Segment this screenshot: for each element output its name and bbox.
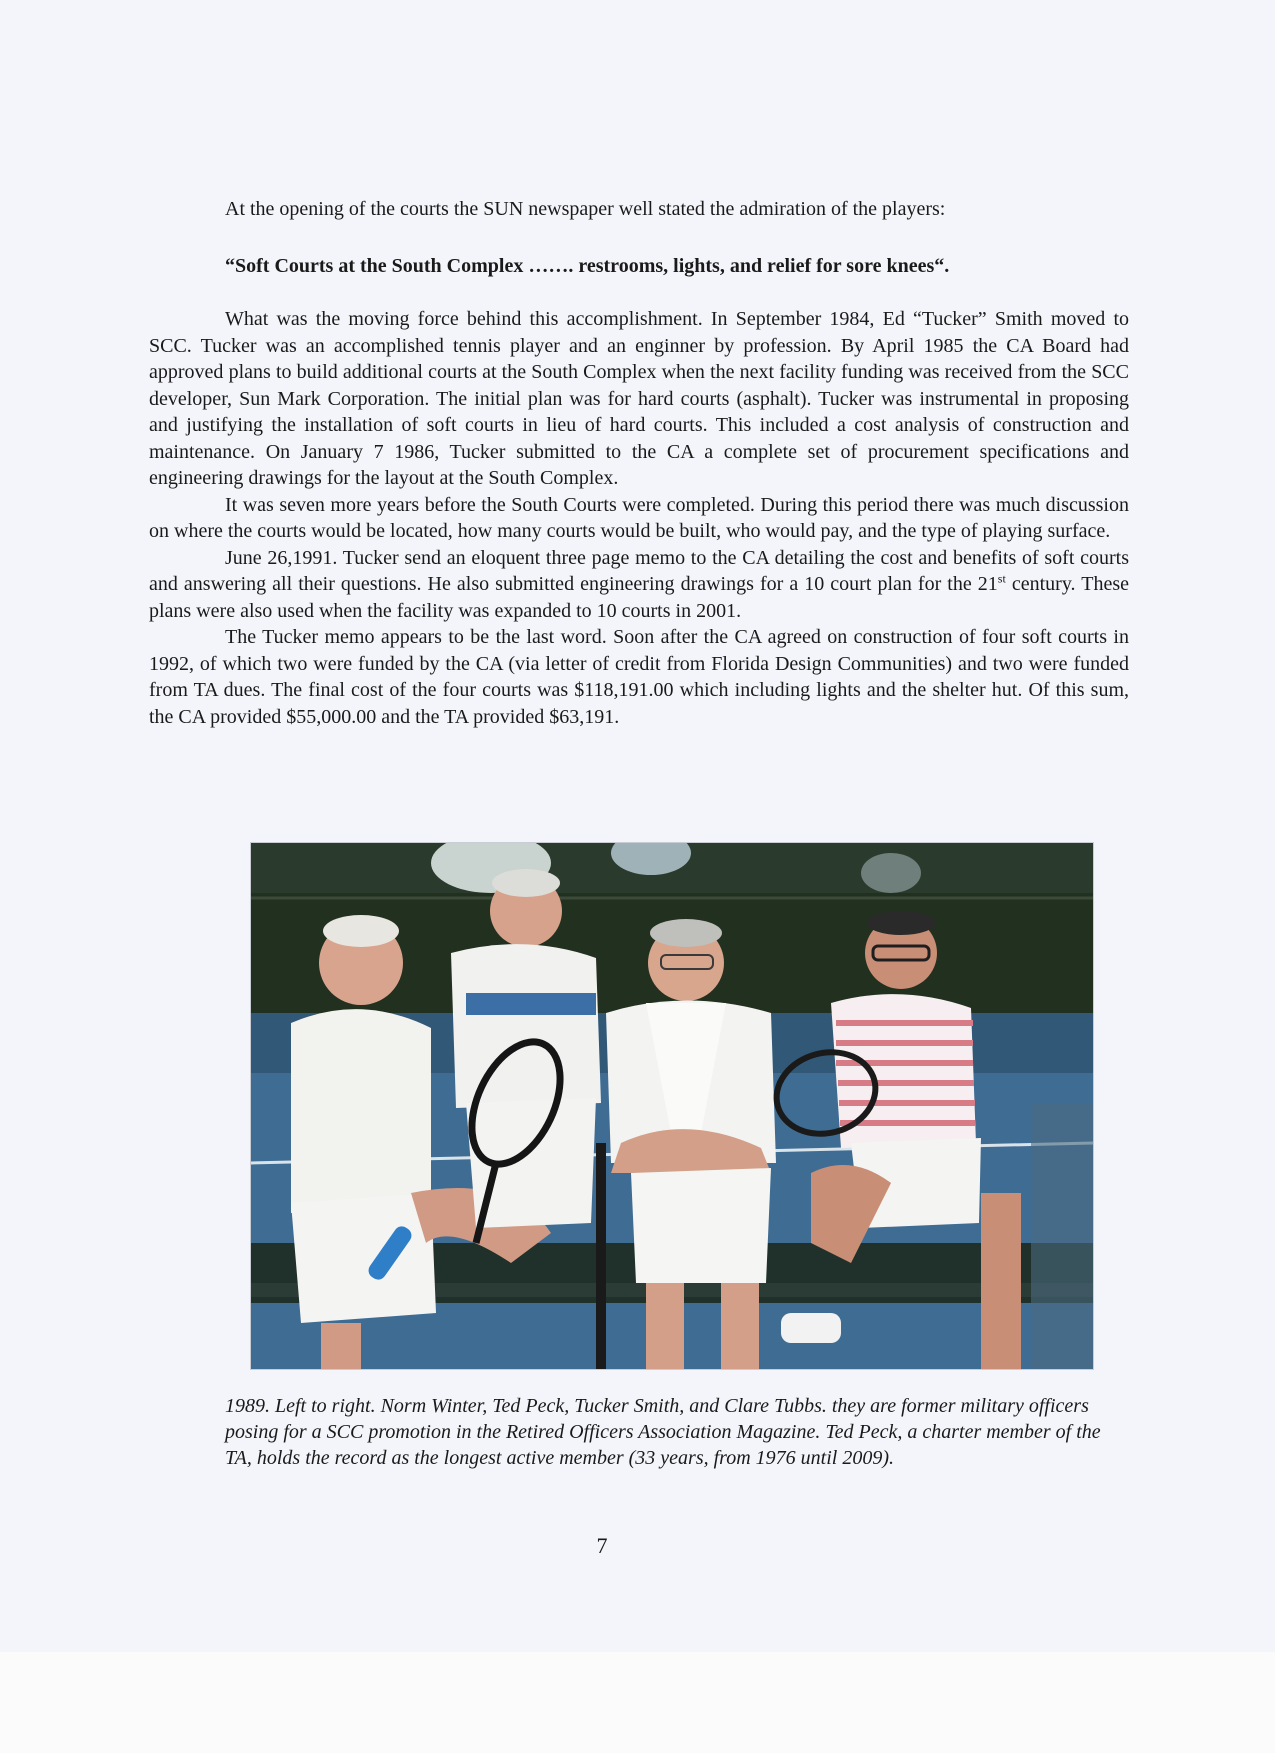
photo-caption: 1989. Left to right. Norm Winter, Ted Peck, Tucker Smith, and Clare Tubbs. they are former military officers posing for a SCC promotion in the Retired Officers Association Magazine. Ted Peck, a charter member of the TA, holds the record as the longest active member (33 years, from 1976 until 2009). xyxy=(225,1395,1101,1469)
memo-superscript: st xyxy=(997,571,1006,586)
body-text xyxy=(149,306,1129,730)
memo-text-end: century. These plans were also used when the facility was expanded to 10 courts in 2001. xyxy=(149,573,1129,622)
paragraph-moving-force: What was the moving force behind this accomplishment. In September 1984, Ed “Tucker” Smith moved to SCC. Tucker was an accomplished tennis player and an enginner by profession. By April 1985 the CA Board had approved plans to build additional courts at the South Complex when the next facility funding was received from the SCC developer, Sun Mark Corporation. The initial plan was for hard courts (asphalt). Tucker was instrumental in proposing and justifying the installation of soft courts in lieu of hard courts. This included a cost analysis of construction and maintenance. On January 7 1986, Tucker submitted to the CA a complete set of procurement specifications and engineering drawings for the layout at the South Complex. xyxy=(149,308,1129,489)
paragraph-memo xyxy=(149,545,1129,625)
intro-paragraph: At the opening of the courts the SUN newspaper well stated the admiration of the players: xyxy=(225,198,946,220)
memo-text-start: June 26,1991. Tucker send an eloquent three page memo to the CA detailing the cost and benefits of soft courts and answering all their questions. He also submitted engineering drawings for a 10 court plan for the 21 xyxy=(149,546,1129,595)
newspaper-quote: “Soft Courts at the South Complex ……. restrooms, lights, and relief for sore knees“. xyxy=(225,255,950,277)
paragraph-final-word: The Tucker memo appears to be the last word. Soon after the CA agreed on construction of four soft courts in 1992, of which two were funded by the CA (via letter of credit from Florida Design Communities) and two were funded from TA dues. The final cost of the four courts was $118,191.00 which including lights and the shelter hut. Of this sum, the CA provided $55,000.00 and the TA provided $63,191. xyxy=(149,626,1129,728)
page-bottom-strip xyxy=(0,1652,1275,1753)
tennis-players-photo xyxy=(250,842,1094,1370)
page-number: 7 xyxy=(596,1533,608,1558)
paragraph-seven-years: It was seven more years before the South Courts were completed. During this period there was much discussion on where the courts would be located, how many courts would be built, who would pay, and the type of playing surface. xyxy=(149,493,1129,542)
